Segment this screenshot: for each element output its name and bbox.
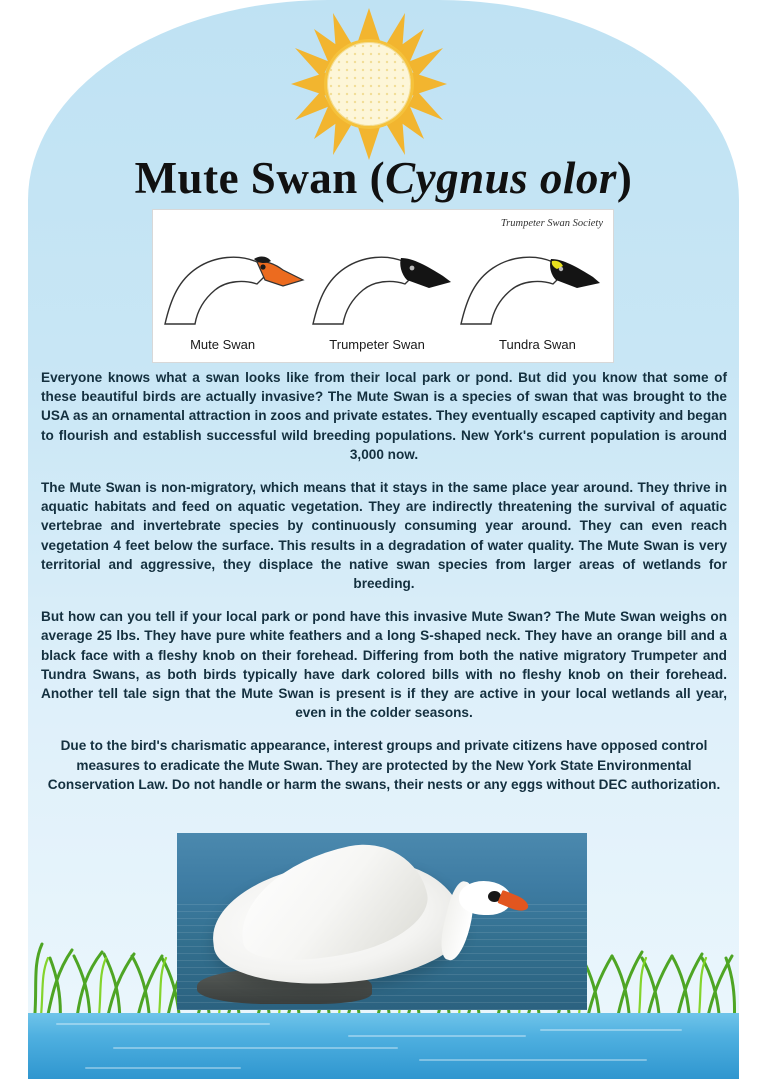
trumpeter-swan-head-icon xyxy=(313,257,451,324)
paragraph-2: The Mute Swan is non-migratory, which means that it stays in the same place year around. They thrive in aquatic habitats and feed on aquatic vegetation. They are indirectly threatening the survival of aquatic vertebrae and invertebrate species by continuously consuming year around. They can even reach vegetation 4 feet below the surface. This results in a degradation of water quality. The Mute Swan is very territorial and aggressive, they displace the native swan species from larger areas of wetlands for breeding. xyxy=(41,480,727,592)
figure-credit: Trumpeter Swan Society xyxy=(500,218,603,229)
paragraph-4: Due to the bird's charismatic appearance, interest groups and private citizens have opposed control measures to eradicate the Mute Swan. They are protected by the New York State Environmental Conservation Law. Do not handle or harm the swans, their nests or any eggs without DEC authorization. xyxy=(47,738,721,792)
paragraph-1: Everyone knows what a swan looks like from their local park or pond. But did you know that some of these beautiful birds are actually invasive? The Mute Swan is a species of swan that was brought to the USA as an ornamental attraction in zoos and private estates. They eventually escaped captivity and began to flourish and establish successful wild breeding populations. New York's current population is around 3,000 now. xyxy=(41,370,727,462)
tundra-swan-head-icon xyxy=(461,257,600,324)
figure-label-trumpeter: Trumpeter Swan xyxy=(329,337,425,352)
mute-swan-head-icon xyxy=(165,257,303,324)
water-icon xyxy=(28,1013,739,1079)
swan-heads-illustration xyxy=(153,228,613,328)
sun-icon xyxy=(289,8,449,160)
swan-comparison-figure xyxy=(152,209,614,363)
figure-label-mute: Mute Swan xyxy=(190,337,256,352)
title-part-3: ) xyxy=(616,153,633,203)
sun-texture xyxy=(327,42,411,126)
article-body xyxy=(38,368,730,808)
figure-labels xyxy=(153,337,613,352)
paragraph-3: But how can you tell if your local park or pond have this invasive Mute Swan? The Mute Swan weighs on average 25 lbs. They have pure white feathers and a long S-shaped neck. They have an orange bill and a black face with a fleshy knob on their forehead. Differing from both the native migratory Trumpeter and Tundra Swans, as both birds typically have dark colored bills with no fleshy knob on their forehead. Another tell tale sign that the Mute Swan is present is if they are active in your local wetlands all year, even in the colder seasons. xyxy=(41,609,727,721)
title-part-1: Mute Swan ( xyxy=(134,153,386,203)
figure-label-tundra: Tundra Swan xyxy=(499,337,576,352)
title-species: Cygnus olor xyxy=(385,153,617,203)
page-title xyxy=(0,152,767,204)
swan-photo xyxy=(177,833,587,1010)
